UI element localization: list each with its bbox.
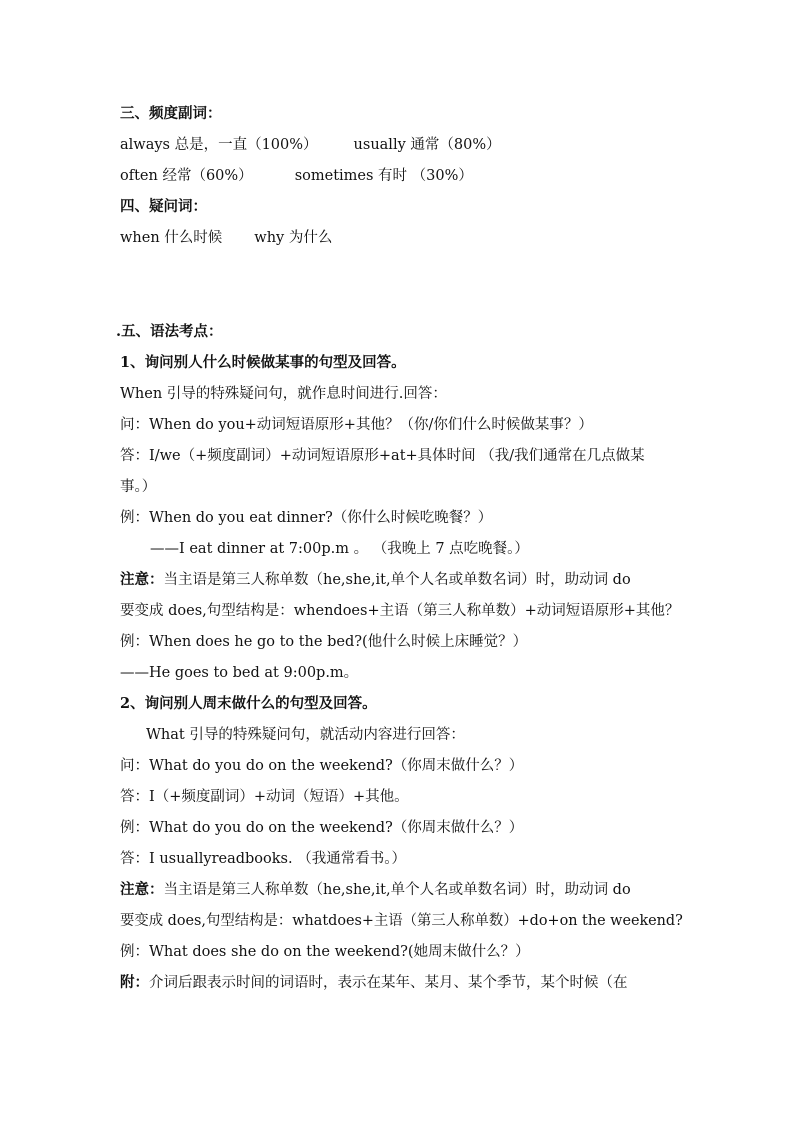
point1-answer-cont: 事。）	[120, 479, 157, 495]
point1-title: 1、询问别人什么时候做某事的句型及回答。	[120, 354, 406, 371]
section5-heading: .五、语法考点：	[116, 323, 223, 340]
point1-example2-answer: ——He goes to bed at 9:00p.m。	[120, 665, 359, 681]
point2-title: 2、询问别人周末做什么的句型及回答。	[120, 695, 377, 712]
section5-marker: .	[116, 323, 122, 340]
question-words-row	[120, 228, 332, 248]
section3-heading: 三、频度副词：	[120, 105, 222, 122]
appendix-note: 附：介词后跟表示时间的词语时，表示在某年、某月、某个季节，某个时候（在	[120, 974, 628, 991]
section4-heading: 四、疑问词：	[120, 198, 207, 215]
point2-answer: 答：I（+频度副词）+动词（短语）+其他。	[120, 789, 409, 805]
word-why: why 为什么	[254, 230, 333, 246]
adverb-often: often 经常（60%）	[120, 168, 253, 184]
point1-example: 例：When do you eat dinner?（你什么时候吃晚餐？）	[120, 510, 493, 526]
adverb-row-1	[120, 135, 501, 155]
point2-intro: What 引导的特殊疑问句，就活动内容进行回答：	[146, 727, 465, 743]
point1-note-cont: 要变成 does,句型结构是：whendoes+主语（第三人称单数）+动词短语原形+其他？	[120, 603, 680, 619]
adverb-sometimes: sometimes 有时 （30%）	[294, 168, 473, 184]
adverb-always: always 总是，一直（100%）	[120, 137, 318, 153]
point2-example: 例：What do you do on the weekend?（你周末做什么？）	[120, 820, 524, 836]
point1-question: 问：When do you+动词短语原形+其他？（你/你们什么时候做某事？）	[120, 417, 593, 433]
point2-note: 注意：当主语是第三人称单数（he,she,it,单个人名或单数名词）时，助动词 do	[120, 881, 631, 898]
point2-note-cont: 要变成 does,句型结构是：whatdoes+主语（第三人称单数）+do+on the weekend?	[120, 913, 683, 929]
point1-intro: When 引导的特殊疑问句，就作息时间进行.回答：	[120, 386, 447, 402]
adverb-row-2	[120, 166, 473, 186]
point2-example2: 例：What does she do on the weekend?(她周末做什么？）	[120, 944, 530, 960]
point2-question: 问：What do you do on the weekend?（你周末做什么？）	[120, 758, 524, 774]
point1-example2: 例：When does he go to the bed?(他什么时候上床睡觉？）	[120, 634, 528, 650]
adverb-usually: usually 通常（80%）	[353, 137, 501, 153]
point2-example-answer: 答：I usuallyreadbooks. （我通常看书。）	[120, 851, 406, 867]
point1-example-answer: ——I eat dinner at 7:00p.m 。 （我晚上 7 点吃晚餐。）	[150, 541, 529, 557]
point1-answer: 答：I/we（+频度副词）+动词短语原形+at+具体时间 （我/我们通常在几点做某	[120, 448, 645, 464]
word-when: when 什么时候	[120, 230, 223, 246]
point1-note: 注意：当主语是第三人称单数（he,she,it,单个人名或单数名词）时，助动词 do	[120, 571, 631, 588]
